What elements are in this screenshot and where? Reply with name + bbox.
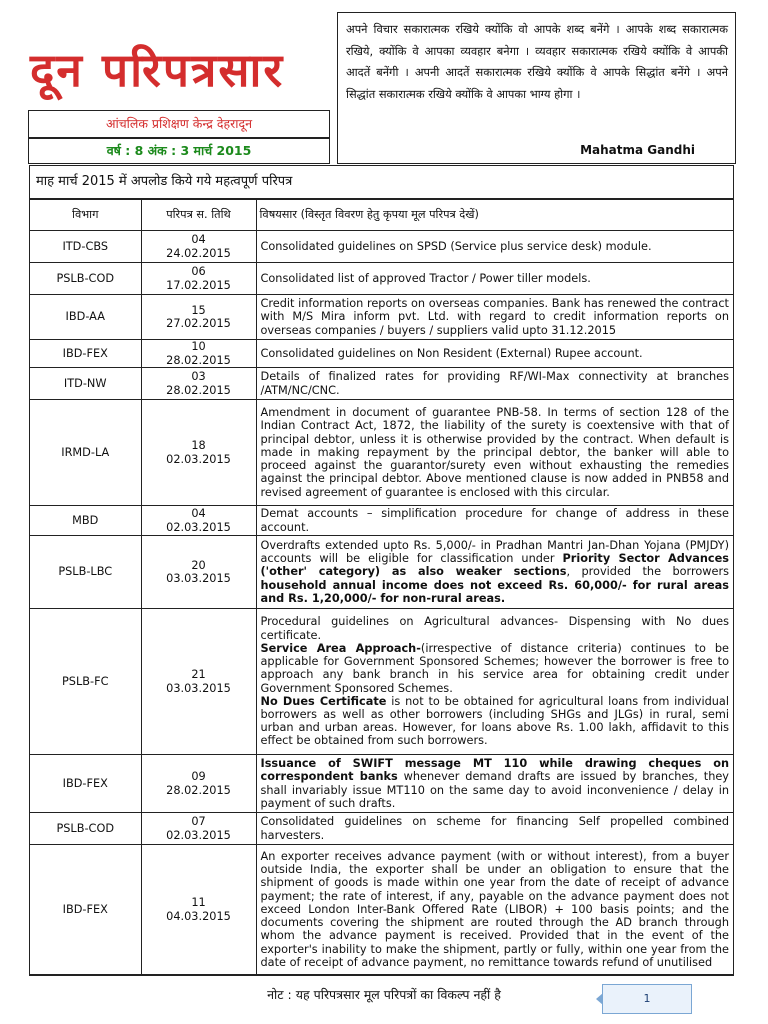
table-row [30,755,733,813]
table-row [30,340,733,368]
table-row [30,813,733,845]
issue-info: वर्ष : 8 अंक : 3 मार्च 2015 [28,138,330,164]
subject-cell [256,609,733,755]
quote-box [337,12,736,164]
circular-number: 11 [191,896,206,910]
table-title: माह मार्च 2015 में अपलोड किये गये महत्वपूर्ण परिपत्र [30,166,733,199]
circular-cell [141,506,256,536]
dept-cell: IBD-AA [30,295,141,340]
subject-text: (irrespective of distance criteria) continues to be applicable for Government Sponsored Schemes; however the borrower is free to approach any bank branch in his service area for obtaining credit under Government Sponsored Schemes. [260,641,729,695]
subject-text: Overdrafts extended upto Rs. 5,000/- in Pradhan Mantri Jan-Dhan Yojana (PMJDY) accounts will be eligible for classification under [260,538,729,566]
circular-date: 24.02.2015 [166,246,231,260]
subject-cell: Amendment in document of guarantee PNB-58. In terms of section 128 of the Indian Contract Act, 1872, the liability of the surety is coextensive with that of principal debtor, unless it is otherwise provided by the contract. When default is made in making repayment by the principal debtor, the banker will able to proceed against the guarantor/surety even without exhausting the remedies against the principal debtor. Above mentioned clause is now added in PNB58 and revised agreement of guarantee is enclosed with this circular. [256,400,733,506]
column-header-dept: विभाग [30,200,141,231]
quote-text: अपने विचार सकारात्मक रखिये क्योंकि वो आपके शब्द बनेंगे । आपके शब्द सकारात्मक रखिये, क्योंकि वे आपका व्यवहार बनेगा । व्यवहार सकारात्मक रखिये क्योंकि वे आपकी आदतें बनेंगी । अपनी आदतें सकारात्मक रखिये क्योंकि वे आपके सिद्धांत बनेंगे । अपने सिद्धांत सकारात्मक रखिये क्योंकि वे आपका भाग्य होगा । [346,22,728,101]
table-row [30,845,733,975]
circular-date: 02.03.2015 [166,452,231,466]
circular-number: 15 [191,303,206,317]
newsletter-title: दून परिपत्रसार [30,43,285,97]
circular-date: 17.02.2015 [166,278,231,292]
subject-cell [256,755,733,813]
circular-cell [141,536,256,609]
table-row [30,400,733,506]
circulars-table [30,199,733,975]
dept-cell: PSLB-COD [30,813,141,845]
circular-number: 07 [191,815,206,829]
circular-cell [141,845,256,975]
dept-cell: ITD-NW [30,368,141,400]
circular-cell [141,368,256,400]
subject-cell: Credit information reports on overseas companies. Bank has renewed the contract with M/S Mira inform pvt. Ltd. with regard to credit information reports on overseas companies / buyers / suppliers valid upto 31.12.2015 [256,295,733,340]
circular-number: 21 [191,668,206,682]
circular-date: 28.02.2015 [166,783,231,797]
dept-cell: PSLB-FC [30,609,141,755]
subject-text: whenever demand drafts are issued by branches, they shall invariably issue MT110 on the same day to avoid inconvenience / delay in payment of such drafts. [260,770,729,810]
circular-cell [141,609,256,755]
subject-emphasis: Priority Sector Advances ('other' category) as also weaker sections [260,552,729,579]
dept-cell: IBD-FEX [30,755,141,813]
circular-number: 03 [191,370,206,384]
subject-text: Procedural guidelines on Agricultural advances- Dispensing with No dues certificate. [260,615,729,642]
training-centre-name: आंचलिक प्रशिक्षण केन्द्र देहरादून [28,110,330,138]
circular-date: 02.03.2015 [166,828,231,842]
circular-number: 09 [191,770,206,784]
circular-number: 04 [191,233,206,247]
circular-date: 02.03.2015 [166,520,231,534]
circular-cell [141,231,256,263]
subject-emphasis: household annual income does not exceed Rs. 60,000/- for rural areas and Rs. 1,20,000/- for non-rural areas. [260,578,729,605]
subject-cell: An exporter receives advance payment (with or without interest), from a buyer outside India, the exporter shall be under an obligation to ensure that the shipment of goods is made within one year from the date of receipt of advance payment; the rate of interest, if any, payable on the advance payment does not exceed London Inter-Bank Offered Rate (LIBOR) + 100 basis points; and the documents covering the shipment are routed through the AD branch through whom the advance payment is received. Provided that in the event of the exporter's inability to make the shipment, partly or fully, within one year from the date of receipt of advance payment, no remittance towards refund of unutilised [256,845,733,975]
dept-cell: IBD-FEX [30,845,141,975]
circular-cell [141,340,256,368]
subject-cell: Demat accounts – simplification procedure for change of address in these account. [256,506,733,536]
circular-cell [141,755,256,813]
table-row [30,609,733,755]
table-row [30,231,733,263]
circular-date: 04.03.2015 [166,909,231,923]
footer-note: नोट : यह परिपत्रसार मूल परिपत्रों का विकल्प नहीं है [267,987,501,1002]
subject-cell [256,536,733,609]
circular-date: 27.02.2015 [166,317,231,330]
circular-number: 04 [191,507,206,521]
subject-cell: Consolidated guidelines on Non Resident (External) Rupee account. [256,340,733,368]
dept-cell: PSLB-COD [30,263,141,295]
subject-text: , provided the borrowers [566,565,729,579]
table-header-row [30,200,733,231]
dept-cell: IBD-FEX [30,340,141,368]
table-row [30,263,733,295]
circular-cell [141,400,256,506]
circular-cell [141,295,256,340]
subject-cell: Consolidated guidelines on scheme for financing Self propelled combined harvesters. [256,813,733,845]
dept-cell: ITD-CBS [30,231,141,263]
circular-date: 03.03.2015 [166,572,231,585]
column-header-subject: विषयसार (विस्तृत विवरण हेतु कृपया मूल परिपत्र देखें) [256,200,733,231]
circulars-table-section [29,165,734,976]
circular-cell [141,263,256,295]
subject-emphasis: Issuance of SWIFT message MT 110 while drawing cheques on correspondent banks [260,757,729,784]
dept-cell: MBD [30,506,141,536]
quote-author: Mahatma Gandhi [580,143,695,157]
circular-date: 03.03.2015 [166,681,231,695]
page-number: 1 [602,984,692,1014]
circular-number: 18 [191,439,206,453]
circular-date: 28.02.2015 [166,383,231,397]
subject-emphasis: No Dues Certificate [260,694,387,708]
column-header-circular: परिपत्र स. तिथि [141,200,256,231]
subject-emphasis: Service Area Approach- [260,641,421,655]
circular-number: 10 [191,340,206,354]
table-row [30,506,733,536]
circular-number: 06 [191,265,206,279]
table-row [30,368,733,400]
circular-cell [141,813,256,845]
table-row [30,295,733,340]
subject-cell: Consolidated list of approved Tractor / Power tiller models. [256,263,733,295]
table-row [30,536,733,609]
dept-cell: PSLB-LBC [30,536,141,609]
circular-number: 20 [191,558,206,572]
subject-cell: Consolidated guidelines on SPSD (Service plus service desk) module. [256,231,733,263]
subject-text: is not to be obtained for agricultural loans from individual borrowers as well as other borrowers (including SHGs and JLGs) in rural, semi urban and urban areas. However, for loans above Rs. 1.00 lakh, affidavit to this effect be obtained from such borrowers. [260,694,729,748]
circular-date: 28.02.2015 [166,353,231,367]
subject-cell: Details of finalized rates for providing RF/WI-Max connectivity at branches /ATM/NC/CNC. [256,368,733,400]
dept-cell: IRMD-LA [30,400,141,506]
